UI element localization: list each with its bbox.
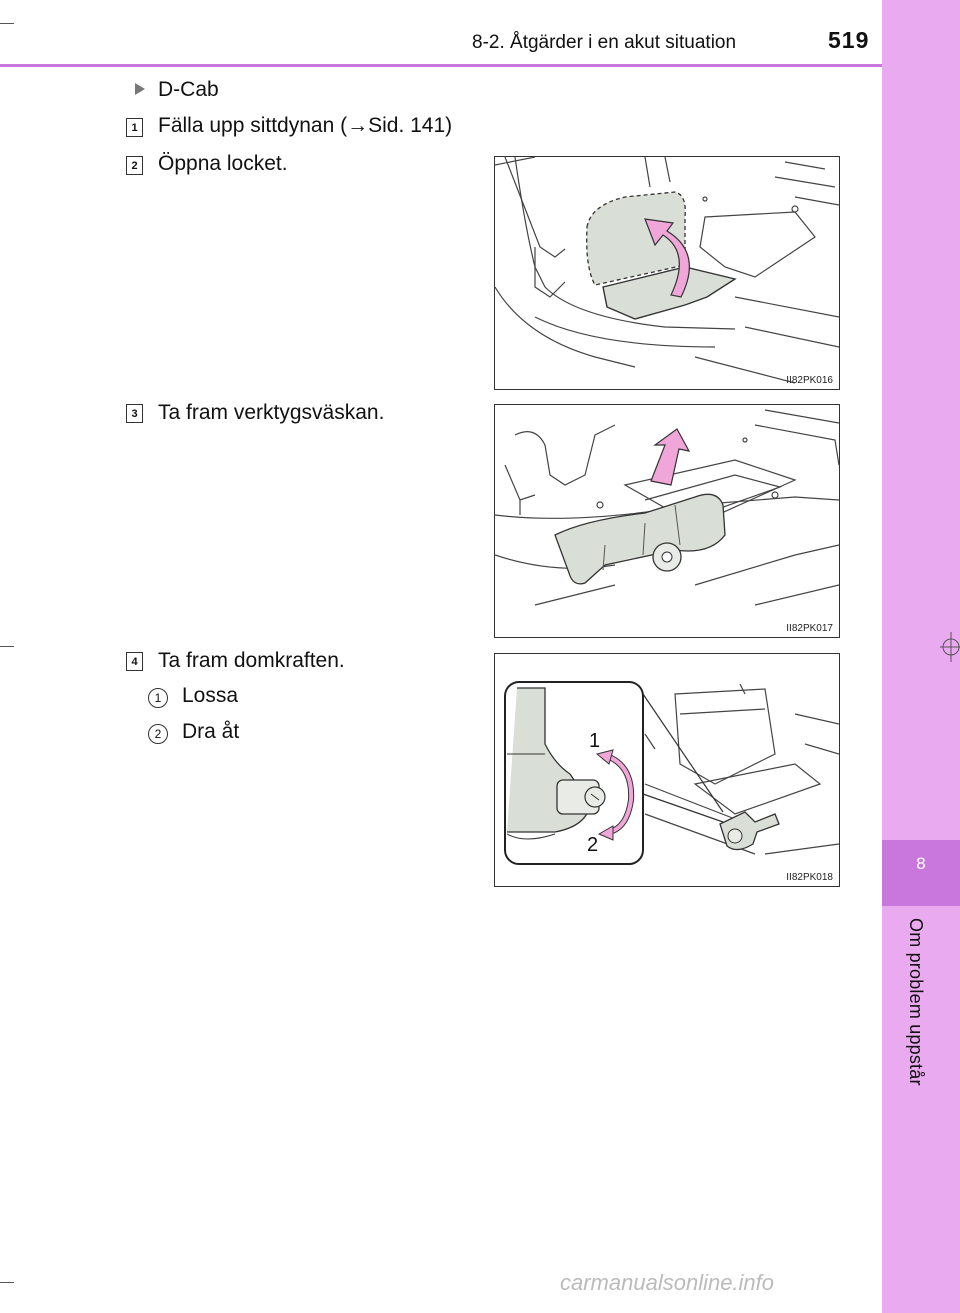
header-rule <box>0 64 882 67</box>
illustration-open-lid <box>494 156 840 390</box>
step-text: Ta fram domkraften. <box>158 649 345 672</box>
chapter-number: 8 <box>916 854 926 873</box>
crop-mark <box>0 646 14 647</box>
callout-label: 1 <box>589 730 601 752</box>
crop-mark <box>0 23 14 24</box>
bullet-triangle-icon <box>133 81 147 102</box>
illustration-jack <box>494 653 840 887</box>
step-number-badge: 4 <box>126 652 143 671</box>
step-text: Fälla upp sittdynan (→Sid. 141) <box>158 114 453 137</box>
chapter-label: Om problem uppstår <box>906 918 926 1086</box>
crop-mark <box>0 1282 14 1283</box>
figure-code: II82PK017 <box>786 623 833 634</box>
page-number: 519 <box>828 27 870 53</box>
registration-mark <box>940 632 960 662</box>
substep-text: Lossa <box>182 684 239 707</box>
step-number-badge: 1 <box>126 118 143 137</box>
footer-watermark: carmanualsonline.info <box>560 1270 775 1295</box>
illustration-tool-bag <box>494 404 840 638</box>
callout-label: 2 <box>587 834 599 856</box>
figure-code: II82PK016 <box>786 375 833 386</box>
step-number-badge: 2 <box>126 156 143 175</box>
substep-text: Dra åt <box>182 720 240 743</box>
substep-number-badge: 1 <box>148 688 168 708</box>
step-number-badge: 3 <box>126 404 143 423</box>
figure-code: II82PK018 <box>786 872 833 883</box>
variant-label: D-Cab <box>158 78 219 101</box>
section-title: 8-2. Åtgärder i en akut situation <box>472 32 737 53</box>
step-text: Öppna locket. <box>158 152 288 175</box>
step-text: Ta fram verktygsväskan. <box>158 401 385 424</box>
substep-number-badge: 2 <box>148 724 168 744</box>
